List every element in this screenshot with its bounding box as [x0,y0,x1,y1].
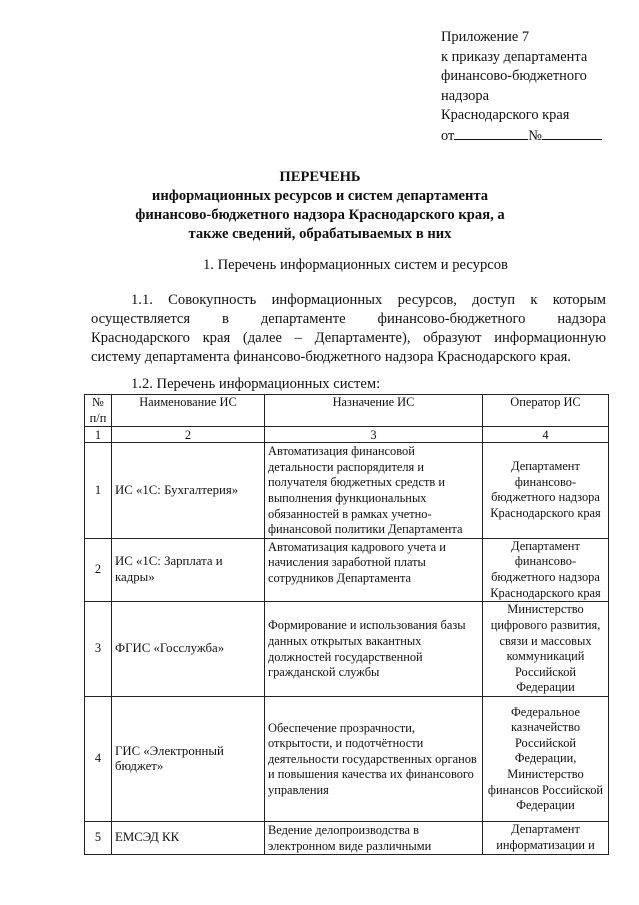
paragraph-line: систему департамента финансово-бюджетного надзора Краснодарского края. [91,349,571,365]
system-operator: Департамент информатизации и [483,822,609,855]
paragraph-line: Краснодарского края (далее – Департаменте), образуют информационную [91,330,606,346]
system-operator: Департамент финансово-бюджетного надзора Краснодарского края [483,443,609,539]
paragraph-line: осуществляется в департаменте финансово-бюджетного надзора [91,311,606,327]
appendix-line: к приказу департамента [441,48,588,65]
header-number: № п/п [85,395,112,427]
table-row [85,822,609,855]
appendix-date-number-line [441,126,631,147]
column-number: 1 [85,427,112,443]
appendix-line: финансово-бюджетного [441,68,587,85]
list-heading: 1.2. Перечень информационных систем: [131,376,381,392]
header-operator: Оператор ИС [483,395,609,427]
system-purpose: Обеспечение прозрачности, открытости, и подотчётности деятельности государственных органов и повышения качества их финансового управления [265,697,483,822]
system-name: ИС «1С: Зарплата и кадры» [112,538,265,601]
row-number: 5 [85,822,112,855]
table-row [85,697,609,822]
title-line: ПЕРЕЧЕНЬ [279,169,361,185]
system-name: ИС «1С: Бухгалтерия» [112,443,265,539]
header-purpose: Назначение ИС [265,395,483,427]
system-purpose: Автоматизация кадрового учета и начисления заработной платы сотрудников Департамента [265,538,483,601]
appendix-line: надзора [441,87,489,104]
system-operator: Министерство цифрового развития, связи и массовых коммуникаций Российской Федерации [483,602,609,697]
information-systems-table [84,394,609,855]
title-line: также сведений, обрабатываемых в них [188,226,452,242]
number-blank [542,126,602,140]
system-name: ГИС «Электронный бюджет» [112,697,265,822]
column-number: 4 [483,427,609,443]
section-heading: 1. Перечень информационных систем и ресурсов [203,257,508,273]
number-label: № [528,127,543,144]
appendix-block [441,28,631,147]
table-row [85,443,609,539]
row-number: 3 [85,602,112,697]
row-number: 4 [85,697,112,822]
system-purpose: Автоматизация финансовой детальности распорядителя и получателя бюджетных средств и выполнения функциональных обязанностей в рамках учетно-финансовой политики Департамента [265,443,483,539]
system-purpose: Ведение делопроизводства в электронном виде различными [265,822,483,855]
column-number: 3 [265,427,483,443]
header-name: Наименование ИС [112,395,265,427]
system-name: ФГИС «Госслужба» [112,602,265,697]
table-header-row [85,395,609,427]
appendix-line: Приложение 7 [441,29,530,45]
row-number: 1 [85,443,112,539]
paragraph-line: 1.1. Совокупность информационных ресурсов, доступ к которым [131,292,606,308]
system-purpose: Формирование и использования базы данных открытых вакантных должностей государственной гражданской службы [265,602,483,697]
appendix-line: Краснодарского края [441,107,570,124]
column-number: 2 [112,427,265,443]
column-number-row [85,427,609,443]
title-line: финансово-бюджетного надзора Краснодарского края, а [135,207,505,223]
row-number: 2 [85,538,112,601]
date-blank [454,126,528,140]
system-name: ЕМСЭД КК [112,822,265,855]
document-title [100,168,540,244]
table-row [85,602,609,697]
from-label: от [441,127,455,144]
system-operator: Федеральное казначейство Российской Федерации, Министерство финансов Российской Федерации [483,697,609,822]
table-row [85,538,609,601]
title-line: информационных ресурсов и систем департамента [151,188,489,204]
intro-paragraph [91,291,606,367]
system-operator: Департамент финансово-бюджетного надзора Краснодарского края [483,538,609,601]
